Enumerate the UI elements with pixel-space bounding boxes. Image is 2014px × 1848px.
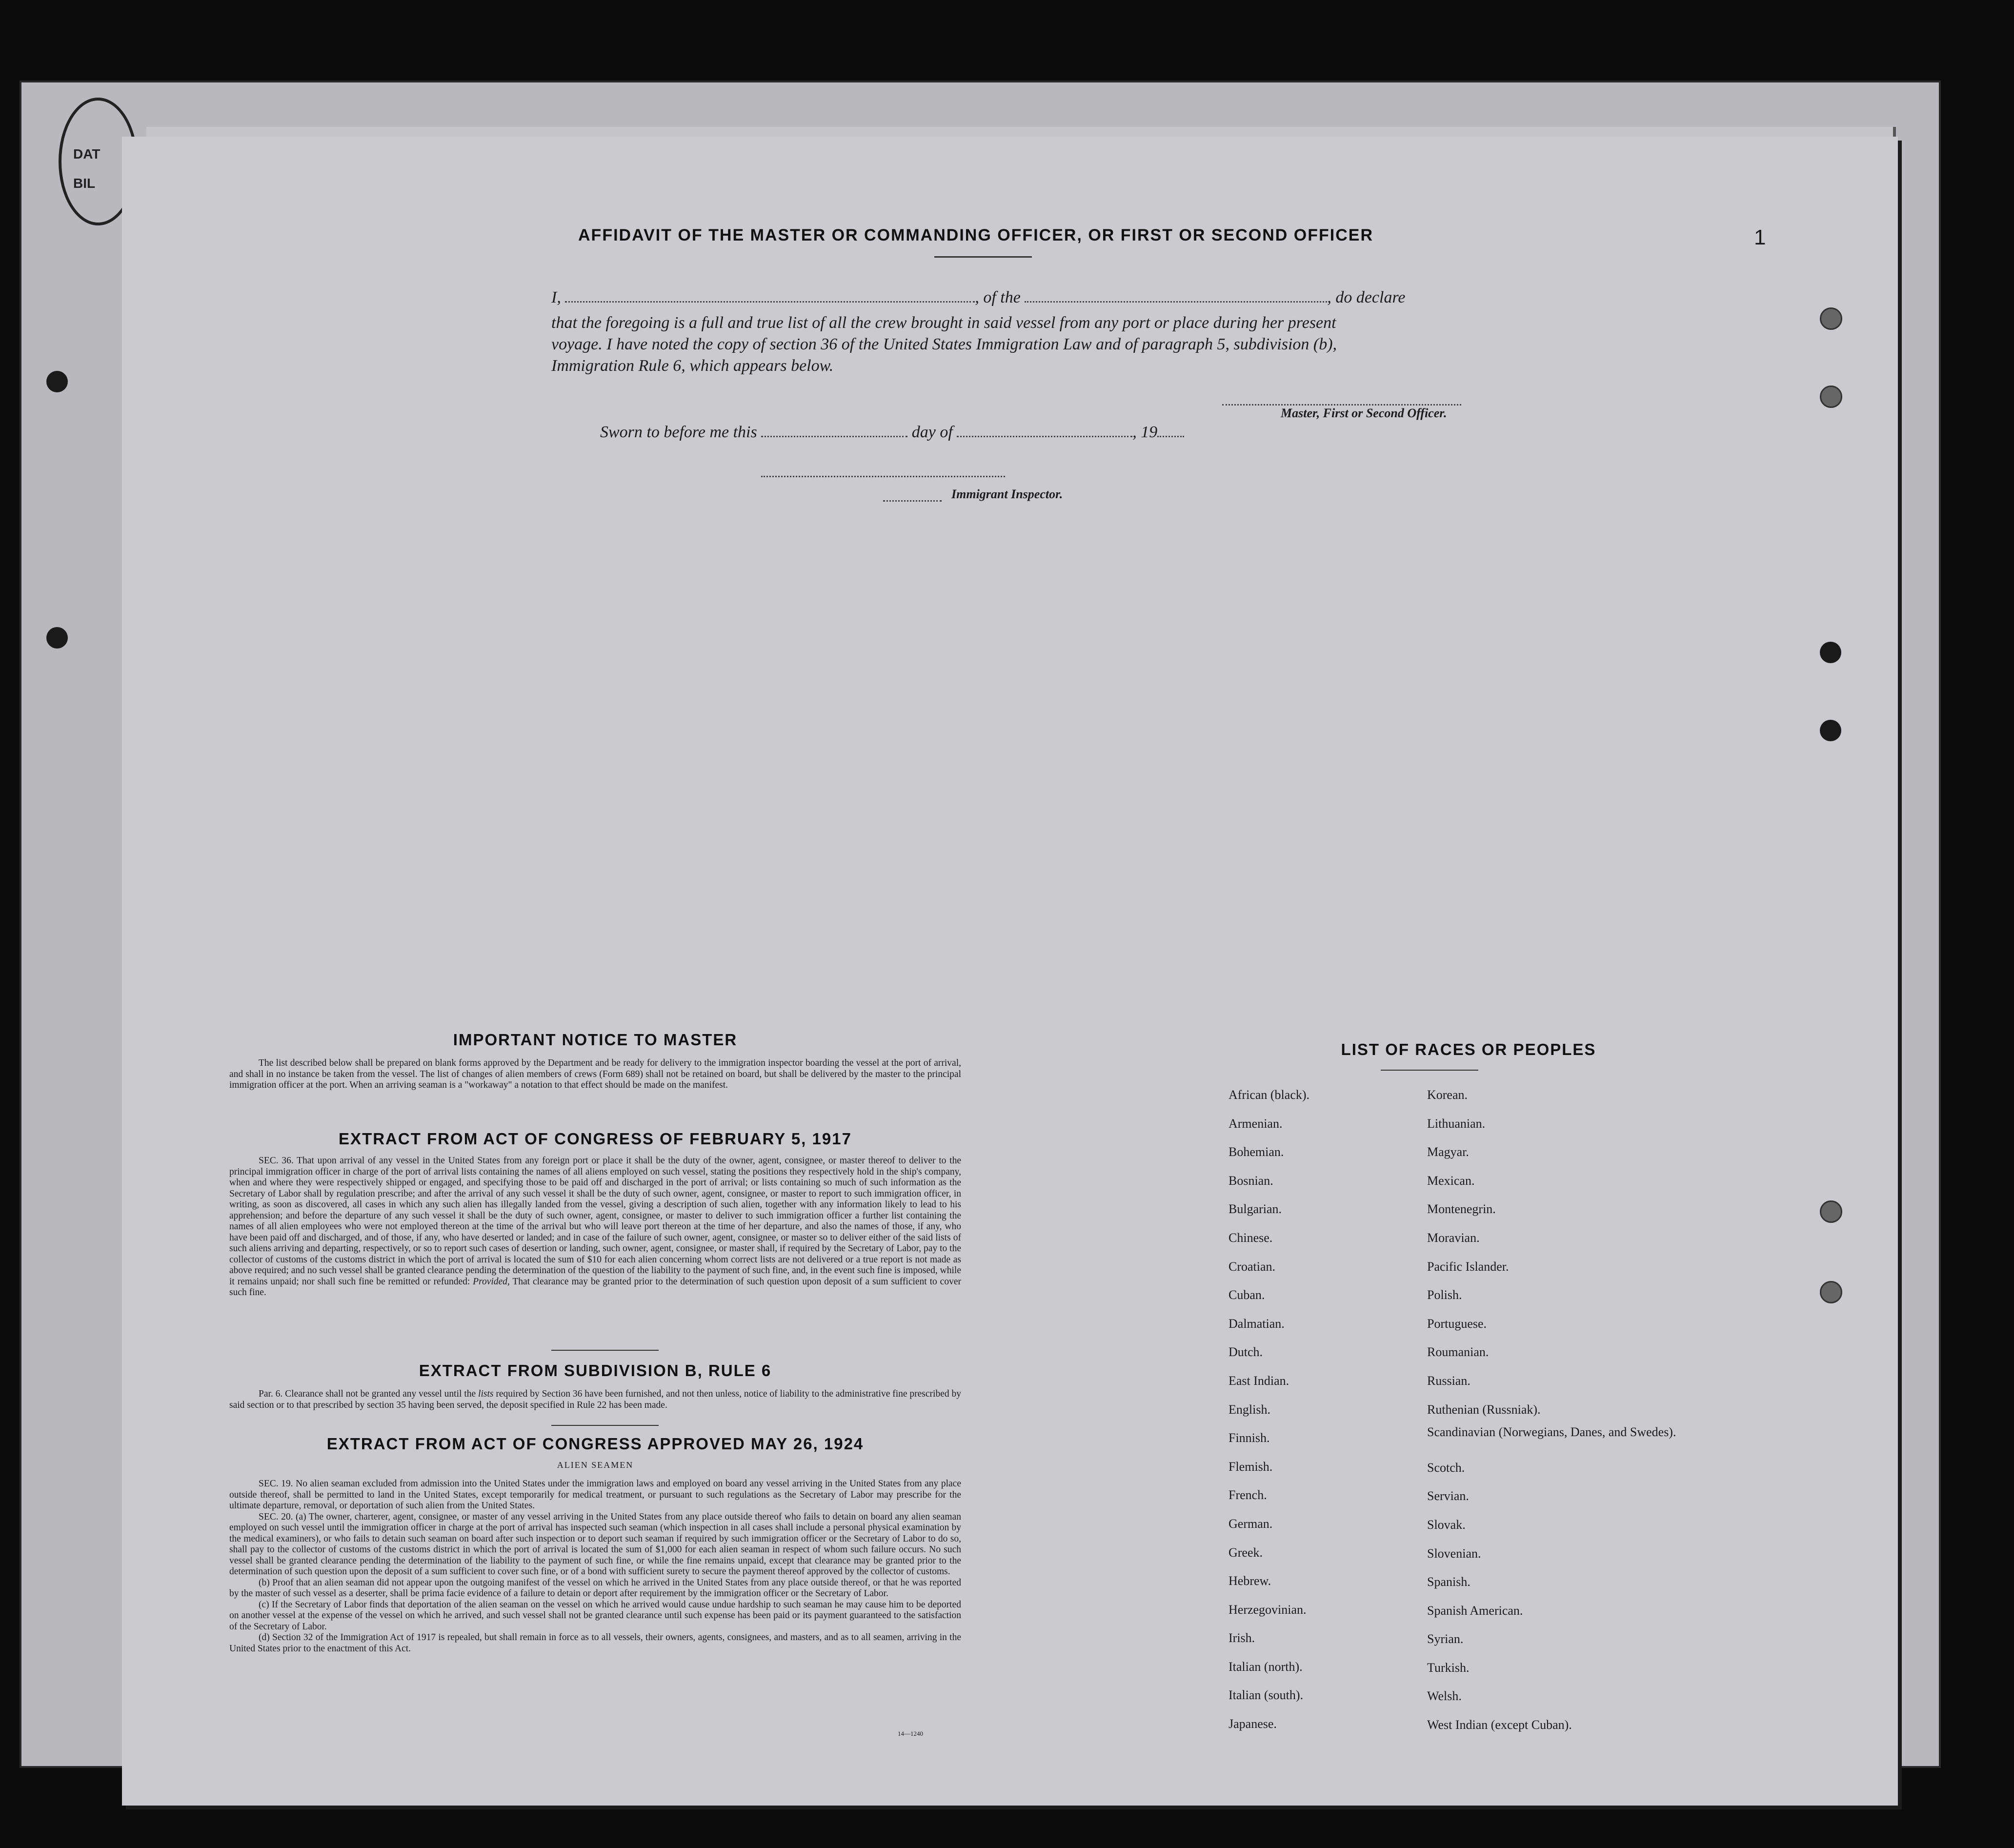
race-item: Finnish. <box>1229 1431 1270 1445</box>
race-item: Roumanian. <box>1427 1345 1489 1360</box>
race-item: Spanish American. <box>1427 1603 1523 1618</box>
race-item: Japanese. <box>1229 1717 1277 1731</box>
race-item: Hebrew. <box>1229 1574 1271 1588</box>
races-right-column <box>1427 1081 1681 1740</box>
sworn-line <box>600 421 1234 444</box>
race-item: Armenian. <box>1229 1116 1283 1131</box>
affidavit-title: AFFIDAVIT OF THE MASTER OR COMMANDING OFFICER, OR FIRST OR SECOND OFFICER <box>578 226 1373 244</box>
section-rule <box>551 1425 659 1426</box>
race-item: Servian. <box>1427 1489 1469 1503</box>
binder-hole <box>1820 720 1841 741</box>
extract-1924-paragraph: (d) Section 32 of the Immigration Act of 1917 is repealed, but shall remain in force as to all vessels, their owners, agents, consignees, and masters, and as to all seamen, arriving in the United States prior to the enactment of this Act. <box>229 1632 961 1654</box>
extract-rule6-title: EXTRACT FROM SUBDIVISION B, RULE 6 <box>419 1361 772 1380</box>
race-item: Herzegovinian. <box>1229 1602 1307 1617</box>
race-item: Irish. <box>1229 1631 1255 1645</box>
page-number: 1 <box>1754 225 1766 249</box>
extract-1917-title: EXTRACT FROM ACT OF CONGRESS OF FEBRUARY 5, 1917 <box>339 1130 852 1148</box>
affidavit-do-declare: , do declare <box>1327 288 1406 306</box>
binder-hole <box>1820 642 1841 663</box>
extract-rule6-body <box>229 1389 961 1411</box>
race-item: Dutch. <box>1229 1345 1263 1360</box>
binder-hole <box>1820 1281 1842 1303</box>
affidavit-line-1 <box>551 286 1503 309</box>
extract-1917-text: SEC. 36. That upon arrival of any vessel in the United States from any foreign port or place it shall be the duty of the owner, agent, consignee, or master thereof to deliver to the principal immigration officer in charge of the port of arrival lists containing the names of all aliens employed on such vessel, stating the positions they respectively hold in the ship's company, when and where they were respectively shipped or engaged, and specifying those to be paid off and discharged in the port of arrival; or lists containing so much of such information as the Secretary of Labor shall by regulation prescribe; and after the arrival of any such vessel it shall be the duty of such owner, agent, consignee, or master to report to such immigration officer, in writing, as soon as discovered, all cases in which any such alien has illegally landed from the vessel, giving a description of such alien, together with any information likely to lead to his apprehension; and before the departure of any such vessel it shall be the duty of such owner, agent, consignee, or master to deliver to such immigration officer a further list containing the names of all alien employees who were not employed thereon at the time of the arrival but who will leave port thereon at the time of her departure, and also the names of those, if any, who have been paid off and discharged, and of those, if any, who have deserted or landed; and in case of the failure of such owner, agent, consignee, or master so to deliver either of the said lists of such aliens arriving and departing, respectively, or so to report such cases of desertion or landing, such owner, agent, consignee, or master shall, if required by the Secretary of Labor, pay to the collector of customs of the customs district in which the port of arrival is located the sum of $10 for each alien concerning whom correct lists are not delivered or a true report is not made as above required; and no such vessel shall be granted clearance pending the determination of the question of the liability to the payment of such fine, and, in the event such fine is imposed, while it remains unpaid; nor shall such fine be remitted or refunded: <box>229 1156 961 1287</box>
race-item: Turkish. <box>1427 1660 1470 1675</box>
race-item: West Indian (except Cuban). <box>1427 1718 1572 1732</box>
race-item: Bulgarian. <box>1229 1202 1282 1217</box>
binder-hole <box>46 371 68 392</box>
title-rule <box>934 256 1032 258</box>
extract-1924-paragraph: (b) Proof that an alien seaman did not appear upon the outgoing manifest of the vessel on which he arrived in the United States from any place outside thereof, or that he was reported by the master of such vessel as a deserter, shall be prima facie evidence of a failure to detain or deport after requirement by the immigration officer or the Secretary of Labor. <box>229 1577 961 1599</box>
affidavit-line-4: Immigration Rule 6, which appears below. <box>551 357 834 375</box>
section-rule <box>551 1350 659 1351</box>
race-item: Moravian. <box>1427 1230 1480 1245</box>
race-item: Lithuanian. <box>1427 1116 1486 1131</box>
race-item: French. <box>1229 1488 1267 1503</box>
extract-1924-subtitle: ALIEN SEAMEN <box>557 1460 634 1470</box>
extract-1917-text-end: That clearance may be granted prior to the determination of such question upon deposit of a sum sufficient to cover such fine. <box>229 1276 961 1298</box>
notice-title: IMPORTANT NOTICE TO MASTER <box>453 1031 738 1049</box>
year-blank <box>1157 426 1184 437</box>
day-blank <box>761 426 907 437</box>
race-item: Italian (north). <box>1229 1659 1303 1674</box>
race-item: Montenegrin. <box>1427 1202 1496 1217</box>
month-blank <box>957 426 1132 437</box>
race-item: Syrian. <box>1427 1632 1464 1646</box>
race-item: Scandinavian (Norwegians, Danes, and Swedes). <box>1427 1425 1676 1440</box>
race-item: Russian. <box>1427 1373 1470 1388</box>
race-item: Chinese. <box>1229 1230 1273 1245</box>
race-item: Scotch. <box>1427 1460 1465 1475</box>
race-item: Bohemian. <box>1229 1145 1284 1159</box>
race-item: Ruthenian (Russniak). <box>1427 1402 1541 1417</box>
binder-hole <box>46 627 68 649</box>
race-item: Dalmatian. <box>1229 1316 1285 1331</box>
race-item: Welsh. <box>1427 1689 1462 1704</box>
sworn-label: Sworn to before me this <box>600 423 757 441</box>
races-title-rule <box>1381 1070 1478 1071</box>
master-signature-line <box>1222 394 1461 406</box>
race-item: Korean. <box>1427 1088 1468 1102</box>
extract-1924-title: EXTRACT FROM ACT OF CONGRESS APPROVED MAY 26, 1924 <box>326 1435 864 1453</box>
extract-rule6-italic: lists <box>478 1389 494 1399</box>
affidavit-line-3: voyage. I have noted the copy of section 36 of the United States Immigration Law and of paragraph 5, subdivision (b), <box>551 335 1337 353</box>
extract-1917-body <box>229 1156 961 1299</box>
inspector-caption: Immigrant Inspector. <box>951 487 1063 501</box>
race-item: Flemish. <box>1229 1459 1273 1474</box>
races-left-column <box>1229 1081 1448 1739</box>
race-item: English. <box>1229 1402 1270 1417</box>
race-item: Greek. <box>1229 1545 1263 1560</box>
race-item: German. <box>1229 1516 1273 1531</box>
race-item: Bosnian. <box>1229 1173 1273 1188</box>
extract-rule6-text-end: required by Section 36 have been furnished, and not then unless, notice of liability to the administrative fine prescribed by said section or to that prescribed by section 35 having been served, the deposit specified in Rule 22 has been made. <box>229 1389 961 1410</box>
affidavit-of-the: , of the <box>975 288 1021 306</box>
race-item: African (black). <box>1229 1088 1310 1102</box>
race-item: Spanish. <box>1427 1575 1470 1589</box>
year-prefix: , 19 <box>1132 423 1158 441</box>
form-number: 14—1240 <box>898 1730 923 1737</box>
extract-1924-paragraph: SEC. 19. No alien seaman excluded from admission into the United States under the immigration laws and employed on board any vessel arriving in the United States from any place outside thereof, shall be permitted to land in the United States, except temporarily for medical treatment, or pursuant to such regulations as the Secretary of Labor may prescribe for the ultimate departure, removal, or deportation of such alien from the United States. <box>229 1479 961 1511</box>
affidavit-i: I, <box>551 288 561 306</box>
binder-hole <box>1820 1200 1842 1223</box>
extract-1924-paragraph: SEC. 20. (a) The owner, charterer, agent, consignee, or master of any vessel arriving in the United States from any place outside thereof who fails to detain on board any alien seaman employed on such vessel until the immigration officer in charge at the port of arrival has inspected such seaman (which inspection in all cases shall include a personal physical examination by the medical examiners), or who fails to detain such seaman on board after such inspection or to deport such seaman if required by such immigration officer or the Secretary of Labor to do so, shall pay to the collector of customs of the customs district in which the port of arrival is located the sum of $1,000 for each alien seaman in respect of whom such failure occurs. No such vessel shall be granted clearance pending the determination of the liability to the payment of such fine, or while the fine remains unpaid, except that clearance may be granted prior to the determination of such question upon the deposit of a sum sufficient to cover such fine, or of a bond with sufficient surety to secure the payment thereof approved by the collector of customs. <box>229 1511 961 1577</box>
extract-1924-paragraph: (c) If the Secretary of Labor finds that deportation of the alien seaman on the vessel on which he arrived would cause undue hardship to such seaman he may cause him to be deported on another vessel at the expense of the vessel on which he arrived, and such vessel shall not be granted clearance until such expense has been paid or its payment guaranteed to the satisfaction of the Secretary of Labor. <box>229 1599 961 1632</box>
binder-hole <box>1820 386 1842 408</box>
day-of-label: day of <box>911 423 953 441</box>
extract-1917-italic: Provided, <box>473 1276 510 1287</box>
binder-hole <box>1820 307 1842 330</box>
name-blank <box>565 291 975 303</box>
back-sheet-label-bottom: BIL <box>73 176 96 191</box>
inspector-signature-line <box>761 466 1005 477</box>
inspector-lead-line <box>883 490 942 502</box>
race-item: Mexican. <box>1427 1173 1475 1188</box>
back-sheet-label-top: DAT <box>73 146 101 162</box>
notice-body: The list described below shall be prepared on blank forms approved by the Department and be ready for delivery to the immigration inspector boarding the vessel at the port of arrival, and shall in no instance be taken from the vessel. The list of changes of alien members of crews (Form 689) shall not be retained on board, but shall be delivered by the master to the principal immigration officer at the port. When an arriving seaman is a "workaway" a notation to that effect should be made on the manifest. <box>229 1058 961 1090</box>
race-item: Portuguese. <box>1427 1316 1487 1331</box>
vessel-blank <box>1025 291 1327 303</box>
affidavit-line-2: that the foregoing is a full and true list of all the crew brought in said vessel from any port or place during her present <box>551 314 1336 332</box>
race-item: Slovenian. <box>1427 1546 1481 1561</box>
race-item: Magyar. <box>1427 1145 1469 1159</box>
race-item: Polish. <box>1427 1288 1462 1302</box>
race-item: Croatian. <box>1229 1259 1276 1274</box>
races-title: LIST OF RACES OR PEOPLES <box>1341 1040 1596 1058</box>
race-item: Italian (south). <box>1229 1688 1304 1703</box>
race-item: Pacific Islander. <box>1427 1259 1509 1274</box>
extract-rule6-text: Par. 6. Clearance shall not be granted any vessel until the <box>259 1389 479 1399</box>
extract-1924-body <box>229 1479 961 1654</box>
race-item: East Indian. <box>1229 1373 1289 1388</box>
race-item: Slovak. <box>1427 1517 1466 1532</box>
master-signature-caption: Master, First or Second Officer. <box>1281 406 1447 420</box>
race-item: Cuban. <box>1229 1288 1265 1302</box>
